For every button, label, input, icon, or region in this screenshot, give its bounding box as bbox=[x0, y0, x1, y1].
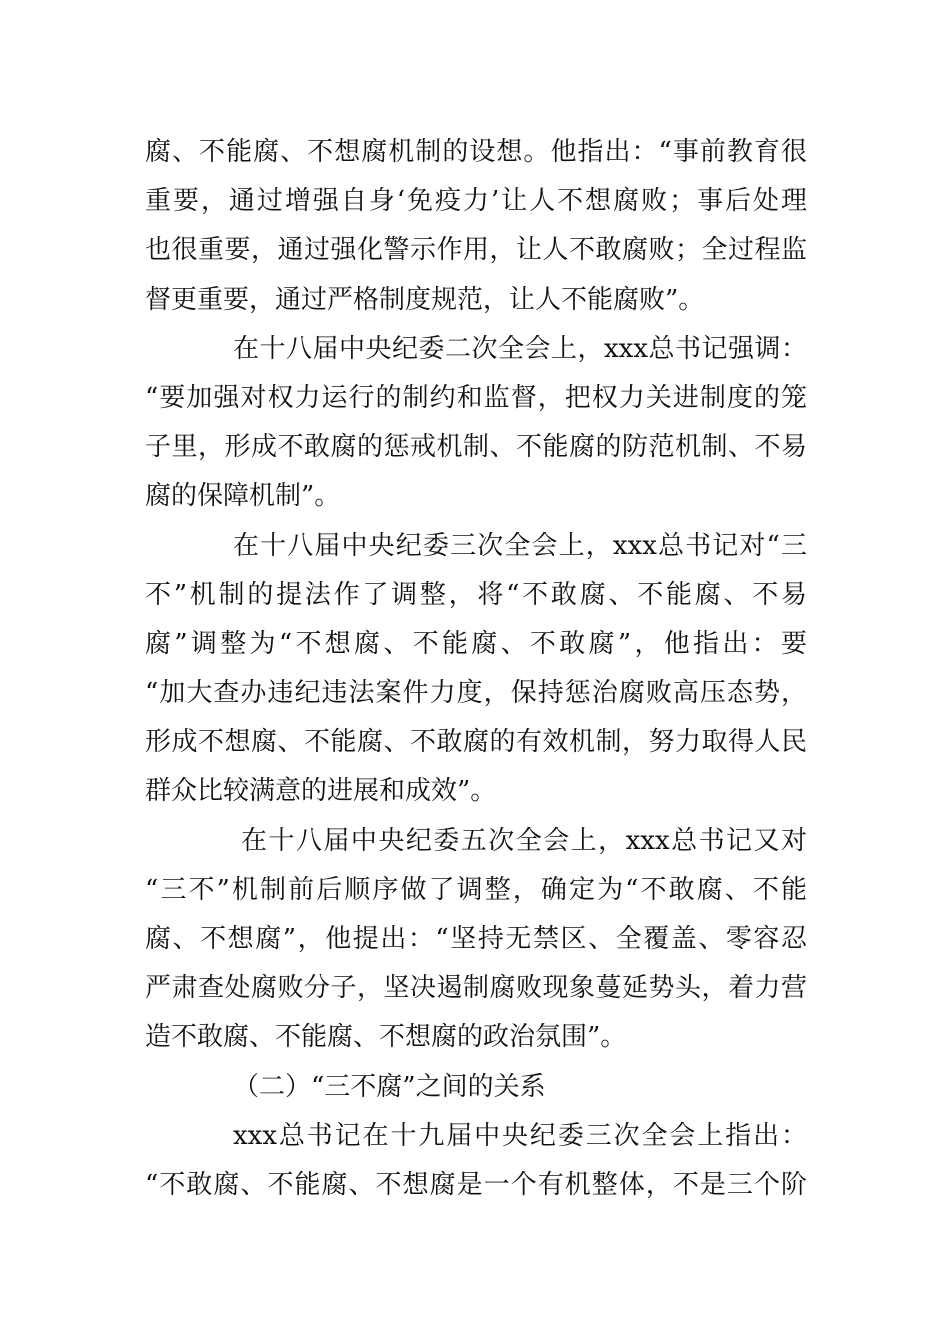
paragraph-line: “要加强对权力运行的制约和监督，把权力关进制度的笼 bbox=[145, 382, 807, 413]
paragraph-line: 重要，通过增强自身‘免疫力’让人不想腐败；事后处理 bbox=[145, 186, 807, 217]
paragraph-line: 造不敢腐、不能腐、不想腐的政治氛围”。 bbox=[145, 1022, 627, 1053]
paragraph-line: 在十八届中央纪委五次全会上，xxx总书记又对 bbox=[241, 825, 807, 856]
document-body bbox=[145, 128, 807, 1210]
paragraph-line: 不”机制的提法作了调整，将“不敢腐、不能腐、不易 bbox=[145, 579, 807, 610]
paragraph-line: 腐的保障机制”。 bbox=[145, 481, 341, 512]
paragraph-line: 腐、不能腐、不想腐机制的设想。他指出：“事前教育很 bbox=[145, 137, 807, 167]
paragraph-line: 腐、不想腐”，他提出：“坚持无禁区、全覆盖、零容忍 bbox=[145, 924, 807, 954]
paragraph-line: 在十八届中央纪委三次全会上，xxx总书记对“三 bbox=[233, 530, 807, 561]
paragraph-line: “三不”机制前后顺序做了调整，确定为“不敢腐、不能 bbox=[145, 874, 807, 905]
paragraph-line: 腐”调整为“不想腐、不能腐、不敢腐”，他指出：要 bbox=[145, 628, 807, 659]
paragraph-line: 群众比较满意的进展和成效”。 bbox=[145, 776, 497, 807]
paragraph-line: 严肃查处腐败分子，坚决遏制腐败现象蔓延势头，着力营 bbox=[145, 973, 807, 1004]
paragraph-line: “不敢腐、不能腐、不想腐是一个有机整体，不是三个阶 bbox=[145, 1169, 807, 1200]
paragraph-line: 子里，形成不敢腐的惩戒机制、不能腐的防范机制、不易 bbox=[145, 432, 807, 463]
paragraph-line: 也很重要，通过强化警示作用，让人不敢腐败；全过程监 bbox=[145, 235, 807, 266]
paragraph-line: 在十八届中央纪委二次全会上，xxx总书记强调： bbox=[233, 333, 807, 364]
paragraph-line: xxx总书记在十九届中央纪委三次全会上指出： bbox=[233, 1120, 807, 1151]
paragraph-line: 督更重要，通过严格制度规范，让人不能腐败”。 bbox=[145, 284, 705, 315]
paragraph-line: “加大查办违纪违法案件力度，保持惩治腐败高压态势， bbox=[145, 678, 807, 709]
section-heading: （二）“三不腐”之间的关系 bbox=[233, 1071, 546, 1102]
paragraph-line: 形成不想腐、不能腐、不敢腐的有效机制，努力取得人民 bbox=[145, 727, 807, 758]
